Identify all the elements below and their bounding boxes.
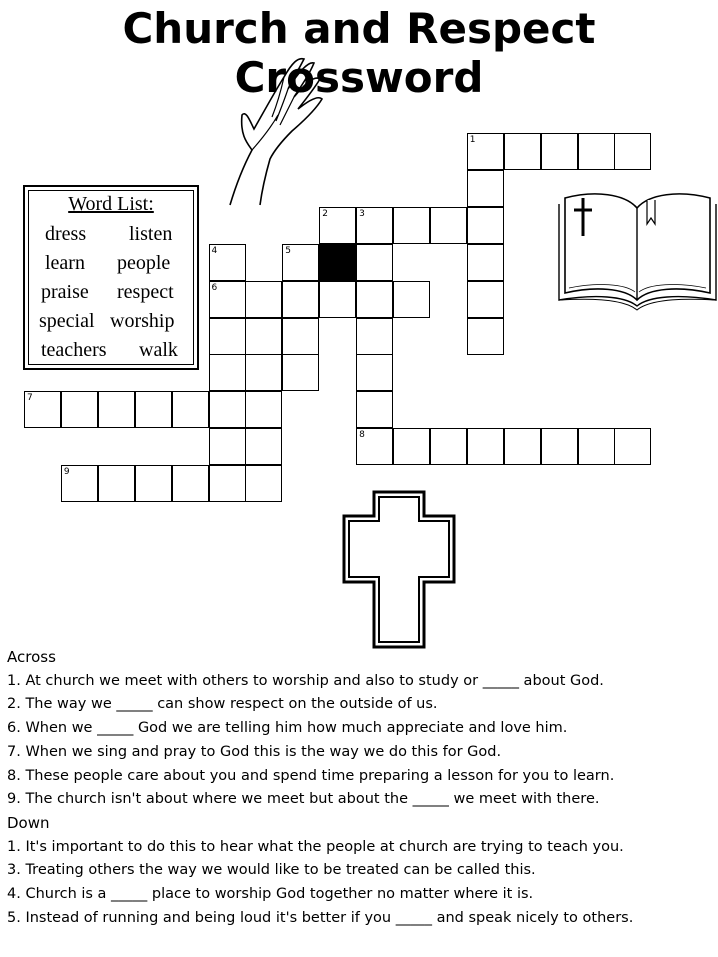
word-list-item: dress [45, 223, 87, 245]
word-list-item: people [117, 252, 171, 274]
clue-down: 3. Treating others the way we would like to be treated can be called this. [7, 862, 536, 879]
crossword-cell[interactable] [245, 281, 282, 318]
crossword-cell[interactable] [135, 391, 172, 428]
word-list-item: respect [117, 281, 174, 303]
crossword-cell[interactable] [209, 428, 246, 465]
clue-number: 6 [211, 282, 218, 293]
crossword-cell[interactable] [504, 428, 541, 465]
clue-across: 6. When we _____ God we are telling him how much appreciate and love him. [7, 720, 568, 737]
clue-across: 9. The church isn't about where we meet but about the _____ we meet with there. [7, 791, 600, 808]
cross-icon [340, 490, 458, 650]
word-list-item: worship [110, 310, 175, 332]
crossword-cell[interactable] [282, 354, 319, 391]
crossword-cell[interactable] [209, 354, 246, 391]
crossword-cell[interactable] [61, 465, 98, 502]
clue-down: 4. Church is a _____ place to worship God together no matter where it is. [7, 886, 534, 903]
word-list-title: Word List: [68, 193, 154, 215]
crossword-cell[interactable] [24, 391, 61, 428]
clue-number: 7 [27, 393, 33, 404]
crossword-cell[interactable] [356, 318, 393, 355]
crossword-cell[interactable] [541, 133, 578, 170]
crossword-cell[interactable] [504, 133, 541, 170]
clue-across: 2. The way we _____ can show respect on the outside of us. [7, 696, 438, 713]
word-list-item: listen [129, 223, 173, 245]
clue-number: 9 [63, 467, 70, 478]
crossword-cell[interactable] [245, 391, 282, 428]
clue-number: 4 [211, 245, 218, 256]
crossword-cell[interactable] [245, 428, 282, 465]
crossword-cell[interactable] [209, 391, 246, 428]
crossword-cell[interactable] [356, 244, 393, 281]
crossword-cell[interactable] [319, 207, 356, 244]
word-list-item: walk [139, 339, 178, 361]
crossword-cell[interactable] [282, 281, 319, 318]
word-list-item: learn [45, 252, 85, 274]
crossword-cell[interactable] [467, 244, 504, 281]
crossword-cell[interactable] [319, 281, 356, 318]
clues [7, 646, 718, 930]
crossword-cell[interactable] [209, 244, 246, 281]
crossword-cell[interactable] [356, 428, 393, 465]
crossword-cell[interactable] [172, 391, 209, 428]
praying-hands-icon [222, 55, 342, 210]
crossword-cell[interactable] [614, 428, 651, 465]
word-list-item: praise [41, 281, 89, 303]
clue-across: 1. At church we meet with others to worship and also to study or _____ about God. [7, 672, 604, 689]
down-heading: Down [7, 813, 50, 832]
crossword-cell[interactable] [61, 391, 98, 428]
crossword-cell[interactable] [578, 428, 615, 465]
clue-across: 8. These people care about you and spend time preparing a lesson for you to learn. [7, 767, 615, 784]
crossword-cell[interactable] [430, 428, 467, 465]
clue-down: 5. Instead of running and being loud it's better if you _____ and speak nicely to others. [7, 909, 634, 926]
across-heading: Across [7, 648, 56, 666]
word-list-item: teachers [41, 339, 107, 361]
crossword-cell[interactable] [467, 428, 504, 465]
crossword-cell[interactable] [393, 428, 430, 465]
crossword-cell[interactable] [209, 318, 246, 355]
crossword-cell[interactable] [467, 281, 504, 318]
crossword-cell[interactable] [245, 354, 282, 391]
clue-across: 7. When we sing and pray to God this is the way we do this for God. [7, 743, 502, 760]
crossword-cell[interactable] [172, 465, 209, 502]
clue-number: 3 [359, 208, 365, 219]
black-cell [319, 244, 356, 281]
crossword-cell[interactable] [98, 465, 135, 502]
clue-number: 5 [285, 245, 292, 256]
crossword-cell[interactable] [135, 465, 172, 502]
crossword-cell[interactable] [209, 465, 246, 502]
crossword-cell[interactable] [98, 391, 135, 428]
clue-number: 8 [359, 430, 365, 441]
word-list-item: special [39, 310, 95, 332]
crossword-cell[interactable] [430, 207, 467, 244]
page-title: Church and Respect Crossword [122, 4, 596, 102]
crossword-cell[interactable] [282, 318, 319, 355]
crossword-cell[interactable] [356, 354, 393, 391]
crossword-cell[interactable] [541, 428, 578, 465]
crossword-cell[interactable] [614, 133, 651, 170]
clue-down: 1. It's important to do this to hear what the people at church are trying to teach you. [7, 838, 624, 855]
bible-icon [555, 188, 718, 313]
crossword-cell[interactable] [356, 281, 393, 318]
crossword-cell[interactable] [245, 465, 282, 502]
crossword-cell[interactable] [356, 391, 393, 428]
crossword-cell[interactable] [245, 318, 282, 355]
crossword-cell[interactable] [209, 281, 246, 318]
word-list [23, 185, 199, 370]
crossword-cell[interactable] [393, 281, 430, 318]
crossword-cell[interactable] [467, 318, 504, 355]
crossword-cell[interactable] [578, 133, 615, 170]
clue-number: 2 [322, 208, 328, 219]
crossword-cell[interactable] [393, 207, 430, 244]
crossword-cell[interactable] [356, 207, 393, 244]
crossword-cell[interactable] [467, 207, 504, 244]
clue-number: 1 [469, 135, 476, 145]
crossword-cell[interactable] [467, 170, 504, 207]
crossword-cell[interactable] [282, 244, 319, 281]
crossword-cell[interactable] [467, 133, 504, 170]
